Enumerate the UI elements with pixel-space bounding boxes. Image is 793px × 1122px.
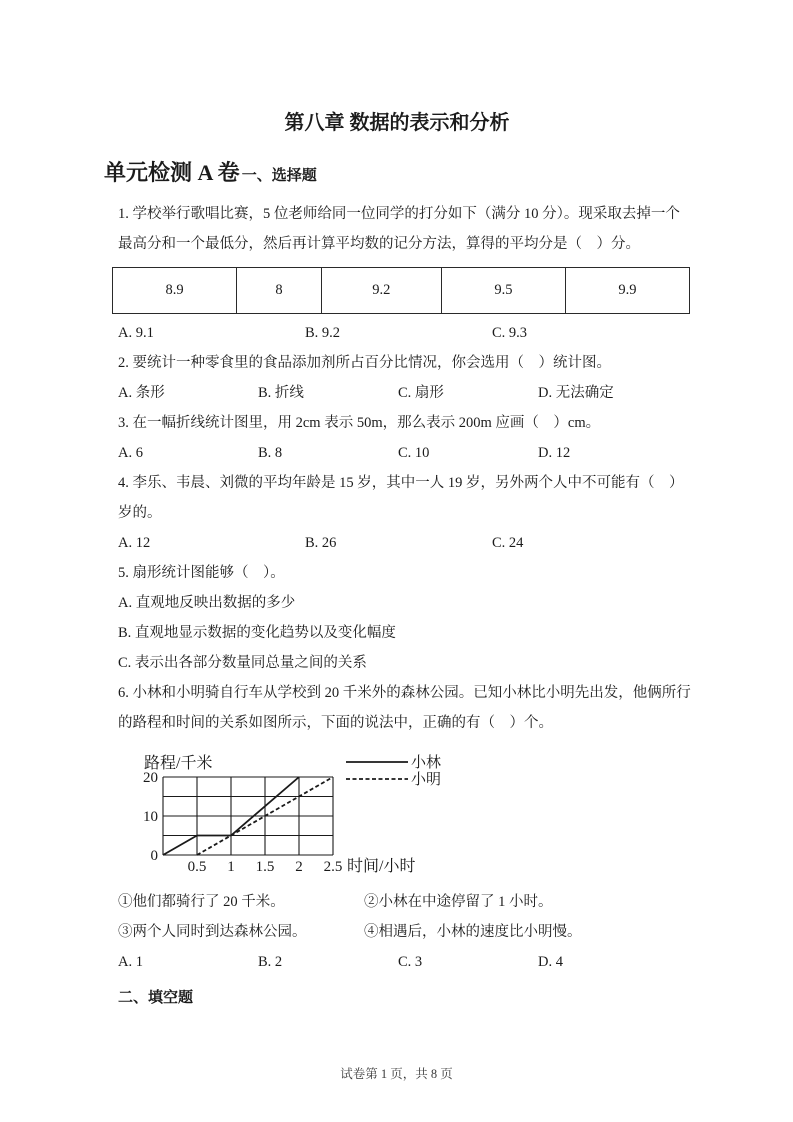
option-a: A. 9.1: [118, 325, 154, 341]
question-1: [104, 199, 690, 348]
question-3-text: 3. 在一幅折线统计图里，用 2cm 表示 50m，那么表示 200m 应画（ ）cm。: [118, 415, 601, 431]
question-6-text-line2: 的路程和时间的关系如图所示，下面的说法中，正确的有（ ）个。: [118, 715, 553, 731]
section-heading: [104, 158, 690, 191]
statement-4: ④相遇后，小林的速度比小明慢。: [364, 924, 582, 940]
option-c: C. 3: [398, 954, 423, 970]
statement-3: ③两个人同时到达森林公园。: [118, 924, 307, 940]
svg-text:1: 1: [227, 859, 235, 875]
option-b: B. 9.2: [305, 325, 341, 341]
question-4: [104, 468, 690, 558]
fill-in-blank-heading: 二、填空题: [118, 990, 194, 1006]
svg-text:时间/小时: 时间/小时: [347, 858, 416, 875]
option-d: D. 无法确定: [538, 385, 614, 401]
multiple-choice-heading: 一、选择题: [241, 168, 317, 184]
option-c: C. 10: [398, 445, 430, 461]
option-b: B. 2: [258, 954, 283, 970]
option-c: C. 9.3: [492, 325, 528, 341]
question-4-options: [104, 528, 690, 558]
option-d: D. 12: [538, 445, 571, 461]
svg-text:小林: 小林: [411, 755, 442, 771]
question-6-options: [104, 947, 690, 977]
chart-svg: [118, 752, 498, 877]
question-4-text-line1: 4. 李乐、韦晨、刘微的平均年龄是 15 岁，其中一人 19 岁，另外两个人中不可能有（ ）: [118, 475, 684, 491]
question-6: [104, 678, 690, 977]
question-6-statements-row2: [104, 917, 690, 947]
score-cell: 9.9: [565, 268, 689, 314]
option-a: A. 12: [118, 535, 151, 551]
option-b: B. 直观地显示数据的变化趋势以及变化幅度: [118, 625, 396, 641]
svg-text:小明: 小明: [411, 772, 442, 788]
question-5-text: 5. 扇形统计图能够（ ）。: [118, 565, 285, 581]
question-3: [104, 408, 690, 468]
unit-test-heading: 单元检测 A 卷: [104, 160, 240, 185]
statement-1: ①他们都骑行了 20 千米。: [118, 894, 285, 910]
option-a: A. 条形: [118, 385, 165, 401]
option-a: A. 6: [118, 445, 143, 461]
page-title: 第八章 数据的表示和分析: [284, 112, 510, 134]
question-5: [104, 558, 690, 678]
question-1-text-line2: 最高分和一个最低分，然后再计算平均数的记分方法，算得的平均分是（ ）分。: [118, 236, 640, 252]
score-table: [112, 267, 690, 314]
option-b: B. 26: [305, 535, 337, 551]
question-4-text-line2: 岁的。: [118, 505, 162, 521]
svg-text:路程/千米: 路程/千米: [144, 755, 213, 772]
svg-text:20: 20: [143, 770, 158, 786]
svg-text:0: 0: [150, 848, 158, 864]
option-d: D. 4: [538, 954, 563, 970]
score-cell: 9.2: [321, 268, 441, 314]
svg-text:10: 10: [143, 809, 158, 825]
option-c: C. 扇形: [398, 385, 444, 401]
distance-time-chart: [118, 752, 498, 877]
svg-text:2: 2: [295, 859, 303, 875]
question-3-options: [104, 438, 690, 468]
question-1-text-line1: 1. 学校举行歌唱比赛，5 位老师给同一位同学的打分如下（满分 10 分）。现采取去掉一个: [118, 206, 680, 222]
option-a: A. 1: [118, 954, 143, 970]
option-c: C. 表示出各部分数量同总量之间的关系: [118, 655, 367, 671]
option-c: C. 24: [492, 535, 524, 551]
question-6-text-line1: 6. 小林和小明骑自行车从学校到 20 千米外的森林公园。已知小林比小明先出发，他俩所行: [118, 685, 691, 701]
question-6-statements-row1: [104, 887, 690, 917]
question-2-options: [104, 378, 690, 408]
option-b: B. 折线: [258, 385, 304, 401]
svg-text:2.5: 2.5: [323, 859, 343, 875]
option-b: B. 8: [258, 445, 283, 461]
page-footer: 试卷第 1 页，共 8 页: [340, 1067, 453, 1081]
question-2-text: 2. 要统计一种零食里的食品添加剂所占百分比情况，你会选用（ ）统计图。: [118, 355, 611, 371]
option-a: A. 直观地反映出数据的多少: [118, 595, 296, 611]
score-cell: 9.5: [441, 268, 565, 314]
statement-2: ②小林在中途停留了 1 小时。: [364, 894, 553, 910]
svg-text:0.5: 0.5: [187, 859, 207, 875]
score-cell: 8: [237, 268, 322, 314]
question-2: [104, 348, 690, 408]
question-1-options: [104, 318, 690, 348]
score-cell: 8.9: [113, 268, 237, 314]
svg-text:1.5: 1.5: [255, 859, 275, 875]
